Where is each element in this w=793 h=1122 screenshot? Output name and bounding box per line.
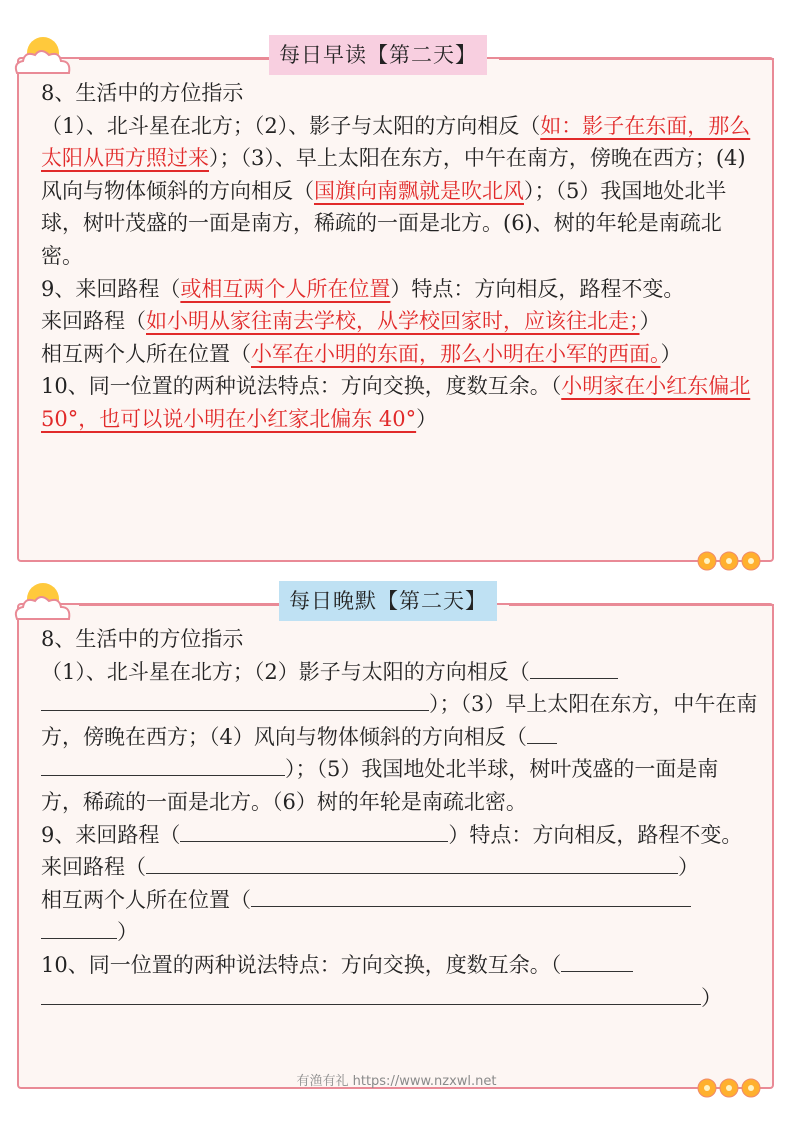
answer-text: 小军在小明的东面，那么小明在小军的西面。 bbox=[251, 341, 661, 366]
title-divider-right bbox=[509, 604, 774, 606]
morning-paragraph-3: 来回路程（如小明从家往南去学校，从学校回家时，应该往北走；） bbox=[41, 309, 661, 334]
evening-paragraph-5: 10、同一位置的两种说法特点：方向交换，度数互余。（） bbox=[41, 952, 722, 1010]
evening-recall-card bbox=[17, 589, 774, 1089]
answer-blank[interactable] bbox=[41, 690, 429, 711]
watermark-text: 有渔有礼 https://www.nzxwl.net bbox=[296, 1074, 497, 1089]
title-divider-right bbox=[499, 58, 774, 60]
title-divider-left bbox=[79, 58, 269, 60]
answer-blank[interactable] bbox=[41, 755, 285, 776]
evening-content bbox=[41, 623, 759, 1014]
answer-blank[interactable] bbox=[146, 853, 654, 874]
answer-blank[interactable] bbox=[41, 918, 117, 939]
morning-heading: 8、生活中的方位指示 bbox=[41, 81, 244, 105]
answer-blank[interactable] bbox=[561, 951, 633, 972]
morning-title: 每日早读【第二天】 bbox=[269, 35, 487, 75]
morning-content bbox=[41, 77, 759, 436]
answer-text: 如小明从家往南去学校，从学校回家时，应该往北走； bbox=[146, 309, 640, 334]
evening-paragraph-4: 相互两个人所在位置（） bbox=[41, 884, 759, 949]
answer-blank[interactable] bbox=[41, 984, 701, 1005]
answer-text: 或相互两个人所在位置 bbox=[180, 276, 391, 301]
evening-paragraph-3: 来回路程（ ） bbox=[41, 855, 699, 880]
morning-paragraph-4: 相互两个人所在位置（小军在小明的东面，那么小明在小军的西面。） bbox=[41, 341, 682, 366]
answer-blank[interactable] bbox=[530, 658, 618, 679]
title-divider-left bbox=[79, 604, 279, 606]
answer-blank[interactable] bbox=[180, 821, 448, 842]
answer-blank[interactable] bbox=[654, 853, 678, 874]
answer-blank[interactable] bbox=[527, 723, 557, 744]
answer-blank[interactable] bbox=[251, 886, 691, 907]
evening-title: 每日晚默【第二天】 bbox=[279, 581, 497, 621]
morning-reading-card bbox=[17, 43, 774, 562]
answer-text: 国旗向南飘就是吹北风 bbox=[314, 178, 524, 203]
flower-decoration-icon bbox=[696, 548, 762, 574]
evening-paragraph-2: 9、来回路程（ ）特点：方向相反，路程不变。 bbox=[41, 822, 743, 847]
answer-text: 如：影子在东面，那么太阳从西方照过来 bbox=[41, 113, 751, 171]
evening-heading: 8、生活中的方位指示 bbox=[41, 627, 244, 651]
morning-paragraph-5: 10、同一位置的两种说法特点：方向交换，度数互余。（小明家在小红东偏北 50°，也可以说小明在小红家北偏东 40°） bbox=[41, 374, 751, 431]
evening-paragraph-1: （1）、北斗星在北方；（2）影子与太阳的方向相反（）；（3）早上太阳在东方，中午在南方，傍晚在西方；（4）风向与物体倾斜的方向相反（）；（5）我国地处北半球，树叶茂盛的一面是南方，稀疏的一面是北方。（6）树的年轮是南疏北密。 bbox=[41, 659, 758, 814]
morning-paragraph-1: （1）、北斗星在北方；（2）、影子与太阳的方向相反（如：影子在东面，那么太阳从西方照过来）；（3）、早上太阳在东方，中午在南方，傍晚在西方；(4)风向与物体倾斜的方向相反（国旗向南飘就是吹北风）；（5）我国地处北半球，树叶茂盛的一面是南方，稀疏的一面是北方。(6)、树的年轮是南疏北密。 bbox=[41, 113, 751, 268]
answer-text: 小明家在小红东偏北 50°，也可以说小明在小红家北偏东 40° bbox=[41, 374, 751, 431]
morning-paragraph-2: 9、来回路程（或相互两个人所在位置）特点：方向相反，路程不变。 bbox=[41, 276, 685, 301]
